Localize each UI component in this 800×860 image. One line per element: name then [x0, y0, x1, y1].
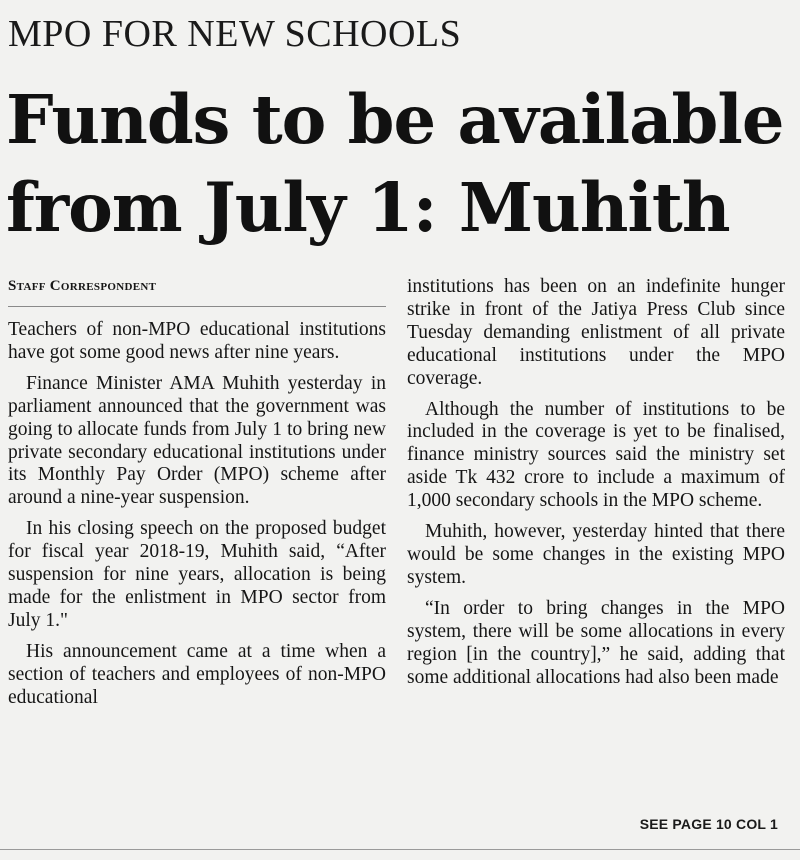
bottom-divider [0, 849, 800, 850]
paragraph: His announcement came at a time when a section of teachers and employees of non-MPO educational [8, 640, 386, 708]
paragraph: Muhith, however, yesterday hinted that there would be some changes in the existing MPO system. [407, 521, 785, 588]
paragraph: institutions has been on an indefinite hunger strike in front of the Jatiya Press Club since Tuesday demanding enlistment of all private educational institutions under the MPO coverage. [407, 276, 785, 389]
headline [6, 76, 796, 252]
article-column-right [407, 276, 785, 697]
kicker: MPO FOR NEW SCHOOLS [8, 13, 462, 55]
continuation-link: SEE PAGE 10 COL 1 [639, 816, 778, 832]
byline: Staff Correspondent [8, 276, 386, 307]
paragraph: Finance Minister AMA Muhith yesterday in parliament announced that the government was going to allocate funds from July 1 to bring new private secondary educational institutions under its Monthly Pay Order (MPO) scheme after around a nine-year suspension. [8, 372, 386, 509]
paragraph: Although the number of institutions to be included in the coverage is yet to be finalised, finance ministry sources said the ministry set aside Tk 432 crore to include a maximum of 1,000 secondary schools in the MPO scheme. [407, 398, 785, 512]
headline-line-1: Funds to be available [6, 80, 784, 159]
paragraph: Teachers of non-MPO educational institutions have got some good news after nine years. [8, 319, 386, 363]
article-column-left [8, 276, 386, 718]
paragraph: “In order to bring changes in the MPO system, there will be some allocations in every region [in the country],” he said, adding that some additional allocations had also been made [407, 597, 785, 688]
headline-line-2: from July 1: Muhith [6, 168, 730, 247]
paragraph: In his closing speech on the proposed budget for fiscal year 2018-19, Muhith said, “After suspension for nine years, allocation is being made for the enlistment in MPO sector from July 1." [8, 518, 386, 631]
